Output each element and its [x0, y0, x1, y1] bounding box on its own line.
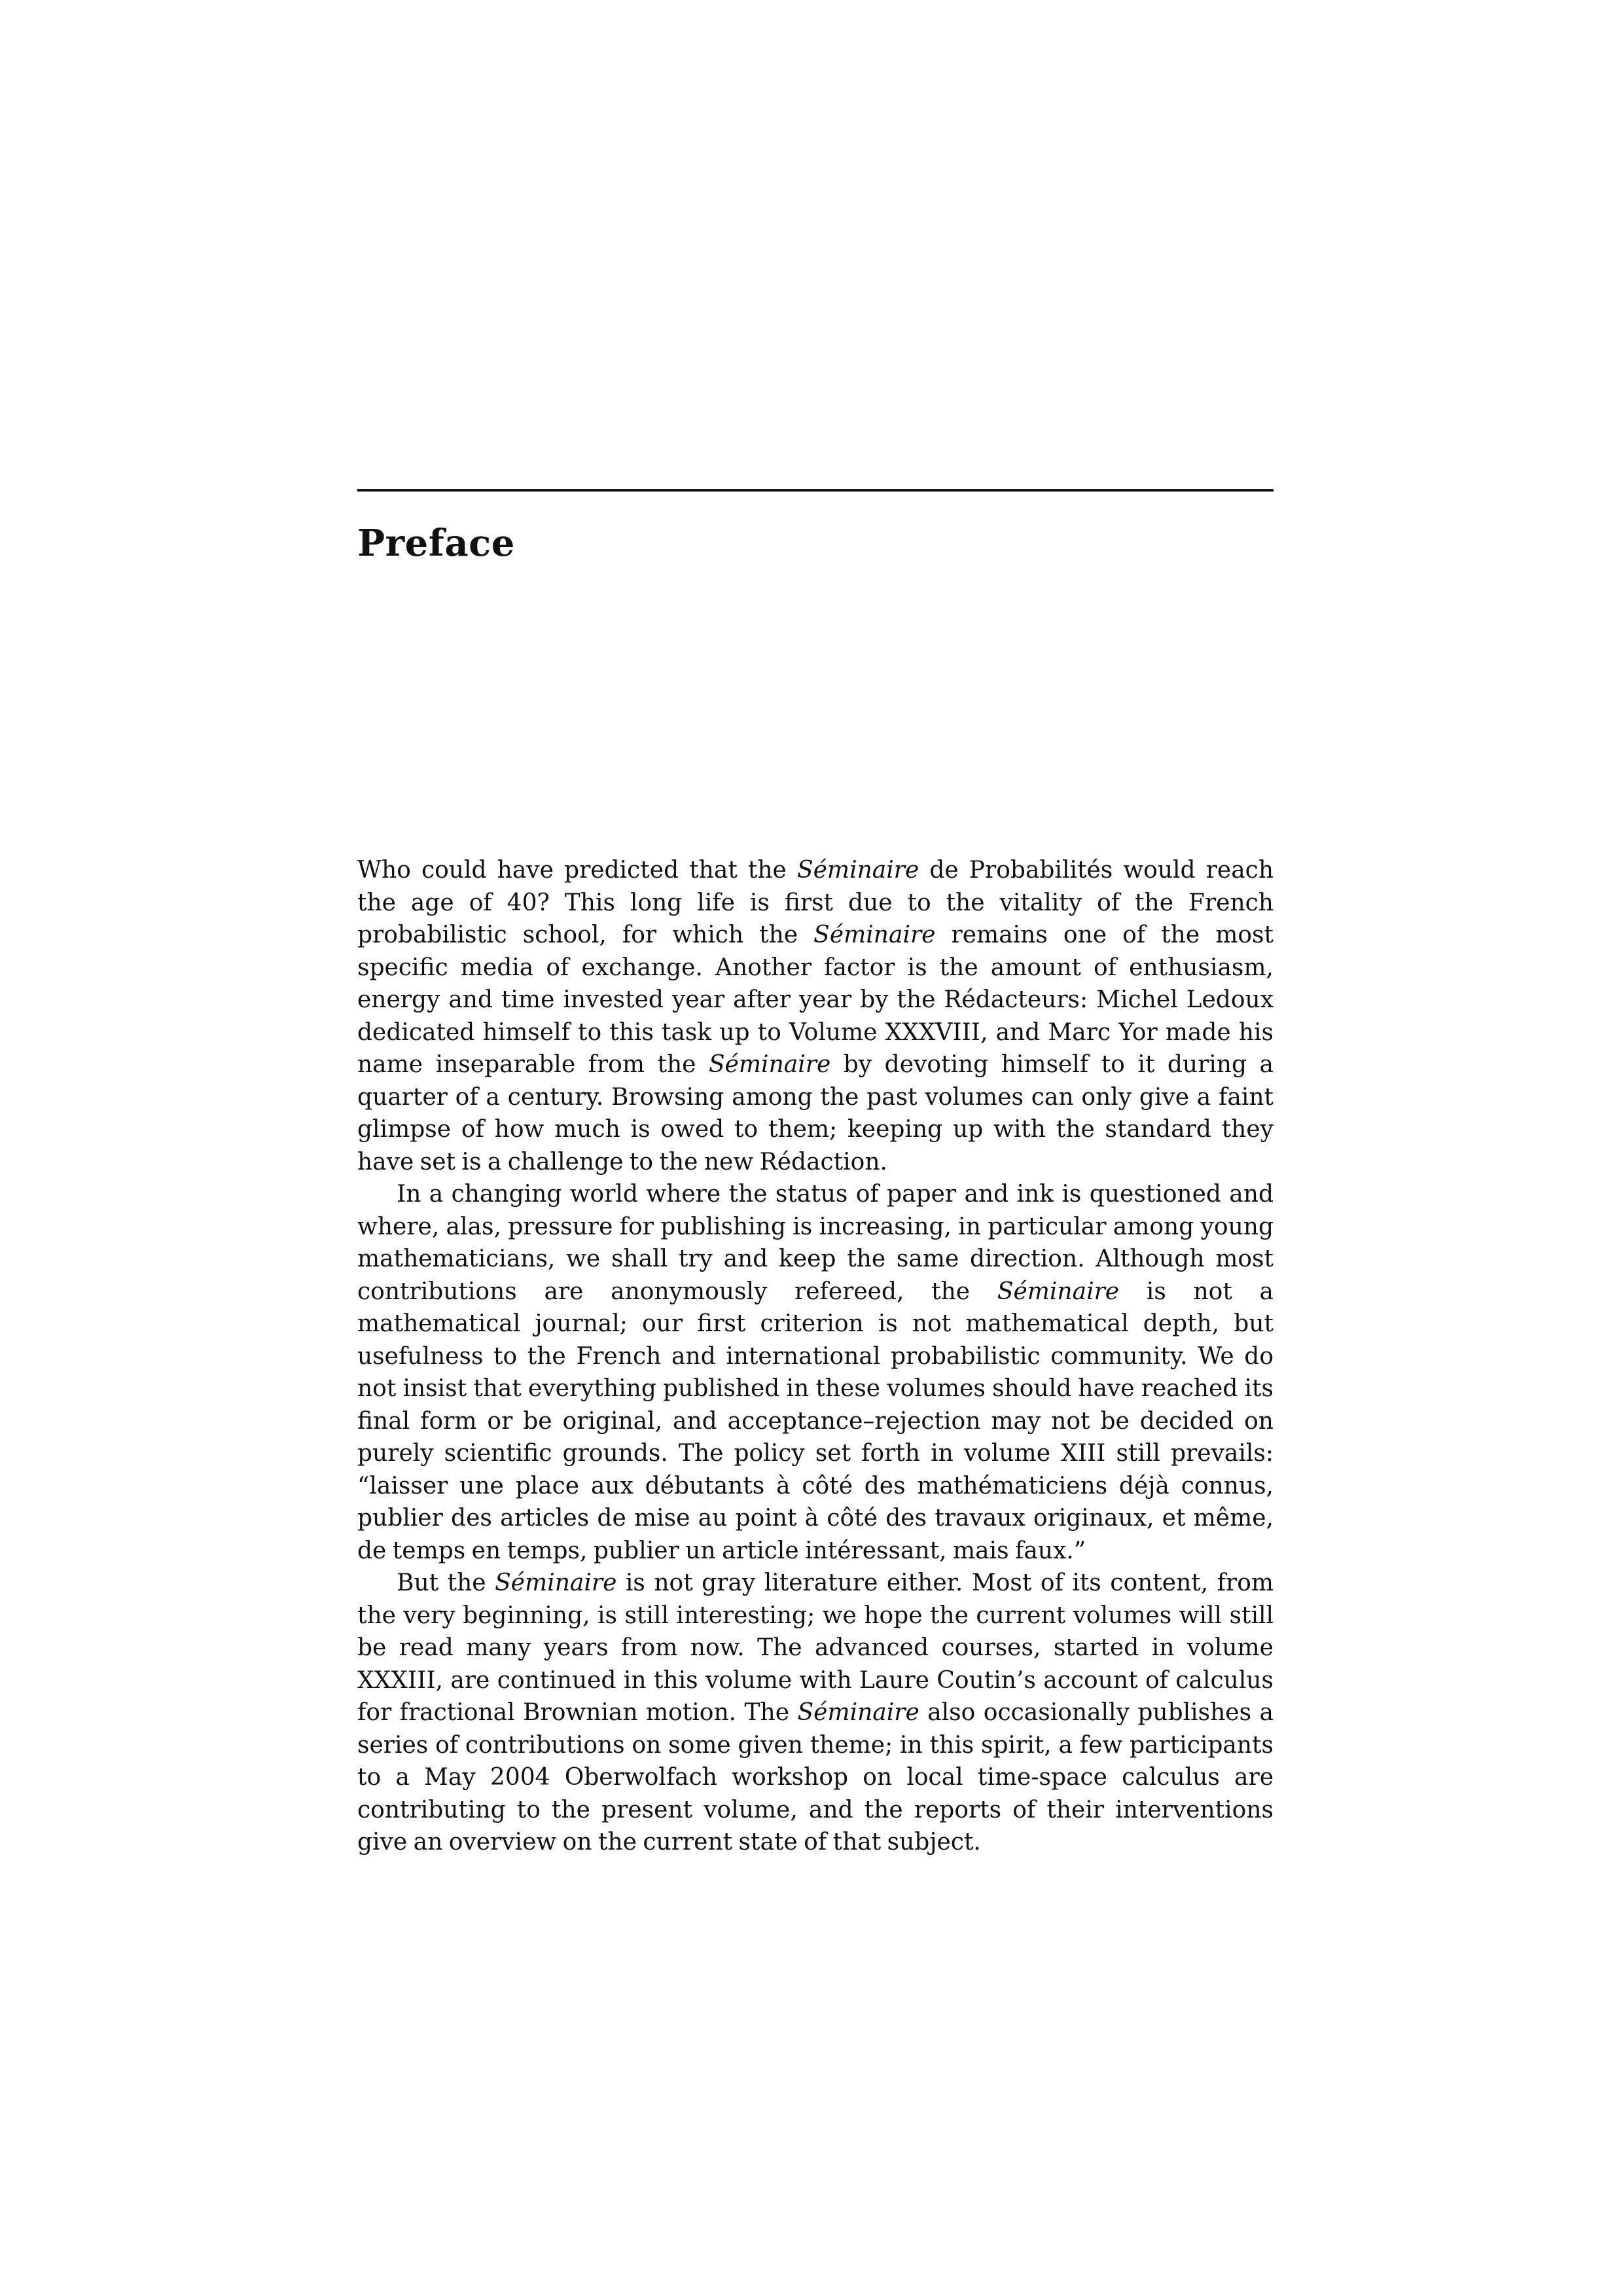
paragraph-3 — [357, 1567, 1274, 1859]
paragraph-1-text-4: by devoting himself to it during a quarter of a century. Browsing among the past volumes can only give a faint glimpse of how much is owed to them; keeping up with the standard they have set is a challenge to the new Rédaction. — [357, 1051, 1274, 1175]
preface-body — [357, 854, 1274, 1859]
paragraph-1 — [357, 854, 1274, 1178]
paragraph-3-text-2: is not gray literature either. Most of its content, from the very beginning, is still interesting; we hope the current volumes will still be read many years from now. The advanced courses, started in volume XXXIII, are continued in this volume with Laure Coutin’s account of calculus for fractional Brownian motion. The — [357, 1570, 1274, 1726]
title-rule — [357, 489, 1274, 492]
seminaire-italic: Séminaire — [797, 1699, 919, 1726]
seminaire-italic: Séminaire — [708, 1051, 831, 1078]
paragraph-3-text-1: But the — [397, 1570, 495, 1596]
paragraph-3-text-3: also occasionally publishes a series of contributions on some given theme; in this spirit, a few participants to a May 2004 Oberwolfach workshop on local time-space calculus are contributing to the present volume, and the reports of their interventions give an overview on the current state of that subject. — [357, 1699, 1274, 1856]
seminaire-italic: Séminaire — [495, 1570, 617, 1596]
paragraph-1-text-2: de Probabilités would reach the age of 40? This long life is first due to the vitality of the French probabilistic school, for which the — [357, 857, 1274, 948]
paragraph-1-text-3: remains one of the most specific media of exchange. Another factor is the amount of enthusiasm, energy and time invested year after year by the Rédacteurs: Michel Ledoux dedicated himself to this task up to Volume XXXVIII, and Marc Yor made his name inseparable from the — [357, 922, 1274, 1078]
paragraph-2-text-2: is not a mathematical journal; our first criterion is not mathematical depth, but usefulness to the French and international probabilistic community. We do not insist that everything published in these volumes should have reached its final form or be original, and acceptance–rejection may not be decided on purely scientific grounds. The policy set forth in volume XIII still prevails: “laisser une place aux débutants à côté des mathématiciens déjà connus, publier des articles de mise au point à côté des travaux originaux, et même, de temps en temps, publier un article intéressant, mais faux.” — [357, 1278, 1274, 1564]
seminaire-italic: Séminaire — [813, 922, 936, 948]
paragraph-2-text-1: In a changing world where the status of paper and ink is questioned and where, alas, pressure for publishing is increasing, in particular among young mathematicians, we shall try and keep the same direction. Although most contributions are anonymously refereed, the — [357, 1181, 1274, 1305]
seminaire-italic: Séminaire — [997, 1278, 1120, 1305]
seminaire-italic: Séminaire — [796, 857, 919, 884]
paragraph-2 — [357, 1178, 1274, 1567]
page-title: Preface — [357, 522, 515, 565]
paragraph-1-text-1: Who could have predicted that the — [357, 857, 797, 884]
